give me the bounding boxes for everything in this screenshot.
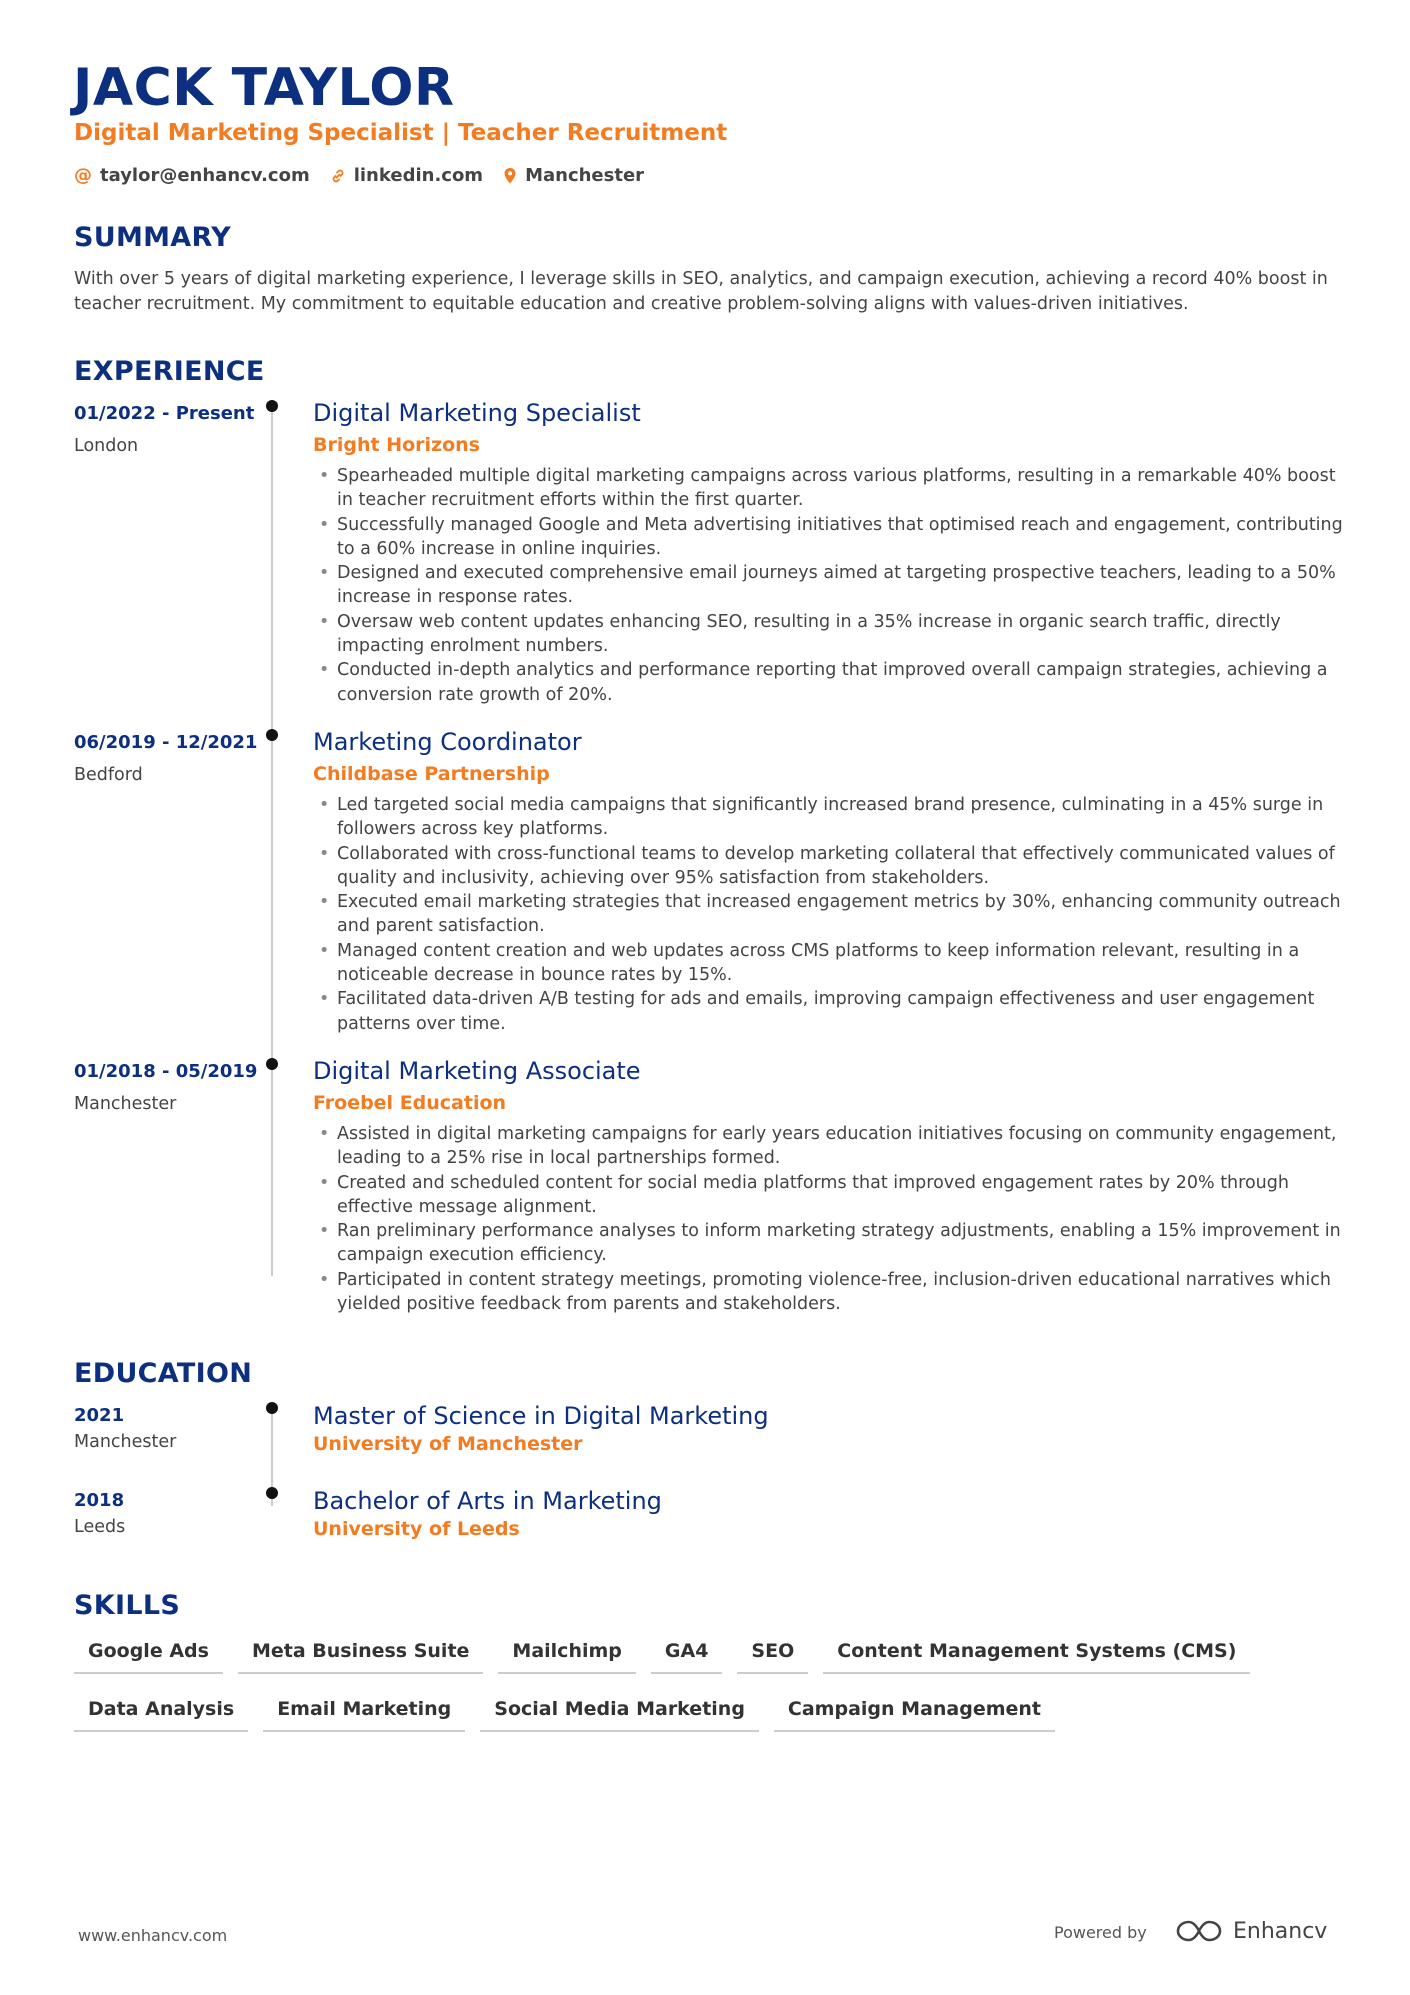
job-company: Bright Horizons xyxy=(313,434,480,456)
list-item: • Facilitated data-driven A/B testing for ads and emails, improving campaign effectiveness and user engagement patterns over time. xyxy=(313,987,1343,1036)
job-bullets xyxy=(313,1122,1343,1316)
education-degree: Bachelor of Arts in Marketing xyxy=(313,1487,662,1515)
job-details xyxy=(313,398,1343,707)
timeline-dot xyxy=(266,1402,278,1414)
footer-powered-by: Powered by xyxy=(1054,1923,1147,1942)
education-location: Leeds xyxy=(74,1517,126,1537)
footer-brand[interactable] xyxy=(1175,1918,1327,1944)
list-item: • Led targeted social media campaigns that significantly increased brand presence, culminating in a 45% surge in followers across key platforms. xyxy=(313,793,1343,842)
job-details xyxy=(313,727,1343,1036)
job-role: Marketing Coordinator xyxy=(313,728,582,756)
skill-tag: Email Marketing xyxy=(263,1698,465,1732)
education-location: Manchester xyxy=(74,1432,177,1452)
at-icon: @ xyxy=(74,165,92,186)
contact-location-text: Manchester xyxy=(525,165,645,186)
list-item: • Successfully managed Google and Meta advertising initiatives that optimised reach and engagement, contributing to a 60% increase in online inquiries. xyxy=(313,513,1343,562)
skill-tag: Data Analysis xyxy=(74,1698,248,1732)
job-date: 01/2022 - Present xyxy=(74,403,255,424)
skill-tag: SEO xyxy=(737,1640,808,1674)
skill-tag: Content Management Systems (CMS) xyxy=(823,1640,1250,1674)
job-meta xyxy=(74,403,264,456)
list-item: • Oversaw web content updates enhancing SEO, resulting in a 35% increase in organic search traffic, directly impacting enrolment numbers. xyxy=(313,610,1343,659)
job-bullets xyxy=(313,464,1343,707)
education-year: 2018 xyxy=(74,1490,125,1511)
timeline-dot xyxy=(266,729,278,741)
location-pin-icon xyxy=(503,167,517,185)
job-location: London xyxy=(74,436,139,456)
education-meta xyxy=(74,1490,264,1537)
contact-email[interactable] xyxy=(74,165,310,186)
job-location: Bedford xyxy=(74,765,143,785)
job-role: Digital Marketing Associate xyxy=(313,1057,641,1085)
list-item: • Spearheaded multiple digital marketing campaigns across various platforms, resulting in a remarkable 40% boost in teacher recruitment efforts within the first quarter. xyxy=(313,464,1343,513)
list-item: • Created and scheduled content for social media platforms that improved engagement rates by 20% through effective message alignment. xyxy=(313,1171,1343,1220)
job-role: Digital Marketing Specialist xyxy=(313,399,641,427)
list-item: • Ran preliminary performance analyses to inform marketing strategy adjustments, enabling a 15% improvement in campaign execution efficiency. xyxy=(313,1219,1343,1268)
list-item: • Executed email marketing strategies that increased engagement metrics by 30%, enhancing community outreach and parent satisfaction. xyxy=(313,890,1343,939)
job-date: 01/2018 - 05/2019 xyxy=(74,1061,258,1082)
skill-tag: Mailchimp xyxy=(498,1640,635,1674)
job-meta xyxy=(74,1061,264,1114)
education-details xyxy=(313,1486,1343,1540)
education-school: University of Leeds xyxy=(313,1518,520,1540)
job-company: Childbase Partnership xyxy=(313,763,550,785)
contact-linkedin[interactable] xyxy=(330,165,483,186)
education-year: 2021 xyxy=(74,1405,125,1426)
list-item: • Conducted in-depth analytics and performance reporting that improved overall campaign strategies, achieving a conversion rate growth of 20%. xyxy=(313,658,1343,707)
education-school: University of Manchester xyxy=(313,1433,583,1455)
list-item: • Designed and executed comprehensive email journeys aimed at targeting prospective teachers, leading to a 50% increase in response rates. xyxy=(313,561,1343,610)
experience-heading: EXPERIENCE xyxy=(74,356,265,387)
list-item: • Collaborated with cross-functional teams to develop marketing collateral that effectively communicated values of quality and inclusivity, achieving over 95% satisfaction from stakeholders. xyxy=(313,842,1343,891)
education-details xyxy=(313,1401,1343,1455)
footer-brand-name: Enhancv xyxy=(1233,1918,1328,1944)
list-item: • Participated in content strategy meetings, promoting violence-free, inclusion-driven educational narratives which yielded positive feedback from parents and stakeholders. xyxy=(313,1268,1343,1317)
skill-tag: Campaign Management xyxy=(774,1698,1055,1732)
candidate-name: JACK TAYLOR xyxy=(73,58,455,118)
job-company: Froebel Education xyxy=(313,1092,507,1114)
summary-heading: SUMMARY xyxy=(74,222,231,253)
job-date: 06/2019 - 12/2021 xyxy=(74,732,258,753)
education-heading: EDUCATION xyxy=(74,1358,253,1389)
contact-email-text: taylor@enhancv.com xyxy=(100,165,310,186)
timeline-dot xyxy=(266,1058,278,1070)
link-icon xyxy=(330,168,346,184)
job-meta xyxy=(74,732,264,785)
skill-tag: Social Media Marketing xyxy=(480,1698,759,1732)
candidate-title: Digital Marketing Specialist | Teacher Recruitment xyxy=(74,120,728,146)
footer-url[interactable]: www.enhancv.com xyxy=(78,1926,228,1945)
list-item: • Managed content creation and web updates across CMS platforms to keep information relevant, resulting in a noticeable decrease in bounce rates by 15%. xyxy=(313,939,1343,988)
job-details xyxy=(313,1056,1343,1316)
contact-bar xyxy=(74,165,644,186)
skills-list xyxy=(74,1640,1374,1732)
summary-text: With over 5 years of digital marketing experience, I leverage skills in SEO, analytics, and campaign execution, achieving a record 40% boost in teacher recruitment. My commitment to equitable education and creative problem-solving aligns with values-driven initiatives. xyxy=(74,269,1328,314)
education-meta xyxy=(74,1405,264,1452)
skill-tag: GA4 xyxy=(651,1640,723,1674)
contact-linkedin-text: linkedin.com xyxy=(353,165,484,186)
skill-tag: Google Ads xyxy=(74,1640,223,1674)
job-bullets xyxy=(313,793,1343,1036)
skill-tag: Meta Business Suite xyxy=(238,1640,483,1674)
contact-location xyxy=(503,165,644,186)
timeline-dot xyxy=(266,1487,278,1499)
enhancv-logo-icon xyxy=(1175,1918,1223,1944)
skills-heading: SKILLS xyxy=(74,1590,181,1621)
job-location: Manchester xyxy=(74,1094,177,1114)
experience-timeline xyxy=(271,408,273,1276)
education-degree: Master of Science in Digital Marketing xyxy=(313,1402,769,1430)
list-item: • Assisted in digital marketing campaigns for early years education initiatives focusing on community engagement, leading to a 25% rise in local partnerships formed. xyxy=(313,1122,1343,1171)
timeline-dot xyxy=(266,400,278,412)
